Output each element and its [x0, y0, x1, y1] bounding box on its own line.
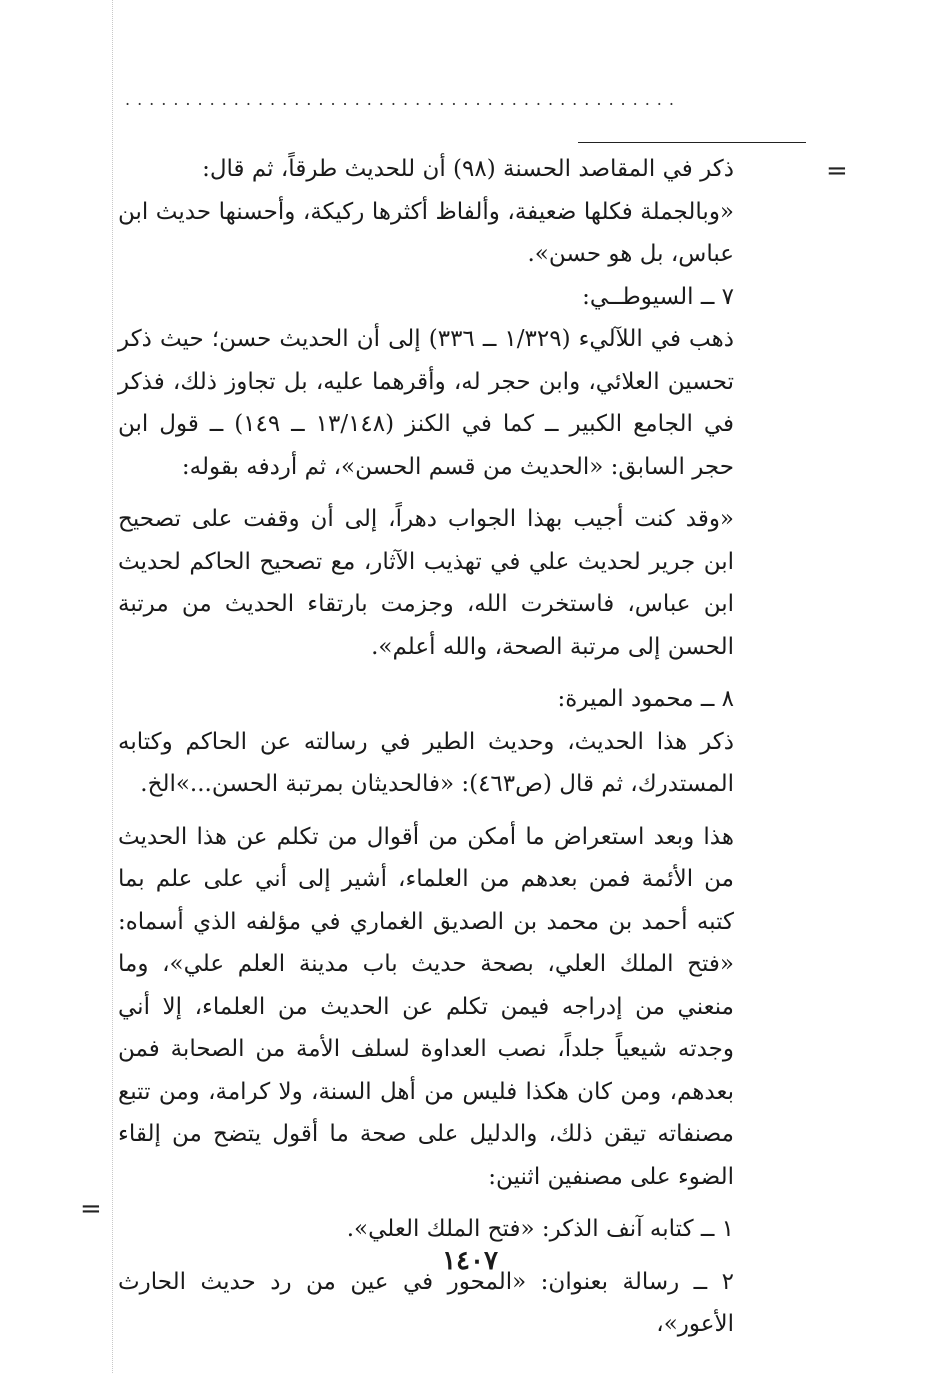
page-body [118, 148, 734, 1346]
heading-mahmoud-almira: ٨ ــ محمود الميرة: [557, 686, 734, 712]
page-number: ١٤٠٧ [442, 1246, 498, 1276]
paragraph-sakhawi-intro: ذكر في المقاصد الحسنة (٩٨) أن للحديث طرقاً، ثم قال: [202, 156, 734, 182]
continuation-mark-bottom: = [80, 1194, 102, 1224]
page-edge-dotted-line [112, 0, 113, 1373]
quote-suyuti: «وقد كنت أجيب بهذا الجواب دهراً، إلى أن وقفت على تصحيح ابن جرير لحديث علي في تهذيب الآثار، مع تصحيح الحاكم لحديث ابن عباس، فاستخرت الله، وجزمت بارتقاء الحديث من مرتبة الحسن إلى مرتبة الصحة، والله أعلم». [118, 506, 735, 660]
footnote-rule [578, 142, 806, 143]
paragraph-suyuti: ذهب في اللآليء (١/٣٢٩ ــ ٣٣٦) إلى أن الحديث حسن؛ حيث ذكر تحسين العلائي، وابن حجر له، وأقرهما عليه، بل تجاوز ذلك، فذكر في الجامع الكبير ــ كما في الكنز (١٣/١٤٨ ــ ١٤٩) ــ قول ابن حجر السابق: «الحديث من قسم الحسن»، ثم أردفه بقوله: [118, 326, 734, 480]
list-item-1: ١ ــ كتابه آنف الذكر: «فتح الملك العلي». [346, 1216, 734, 1242]
continuation-mark-top: = [826, 156, 848, 186]
quote-sakhawi: «وبالجملة فكلها ضعيفة، وألفاظ أكثرها ركيكة، وأحسنها حديث ابن عباس، بل هو حسن». [118, 198, 734, 267]
heading-suyuti: ٧ ــ السيوطــي: [582, 283, 734, 310]
paragraph-ghumari: هذا وبعد استعراض ما أمكن من أقوال من تكلم عن هذا الحديث من الأئمة فمن بعدهم من العلماء، أشير إلى أني على علم بما كتبه أحمد بن محمد بن الصديق الغماري في مؤلفه الذي أسماه: «فتح الملك العلي، بصحة حديث باب مدينة العلم علي»، وما منعني من إدراجه فيمن تكلم عن الحديث من العلماء، إلا أني وجدته شيعياً جلداً، نصب العداوة لسلف الأمة من الصحابة فمن بعدهم، ومن كان هكذا فليس من أهل السنة، ولا كرامة، ومن تتبع مصنفاته تيقن ذلك، والدليل على صحة ما أقول يتضح من إلقاء الضوء على مصنفين اثنين: [118, 823, 735, 1190]
list-item-2: ٢ ــ رسالة بعنوان: «المحور في عين من رد حديث الحارث الأعور»، [118, 1268, 734, 1337]
paragraph-mahmoud-almira: ذكر هذا الحديث، وحديث الطير في رسالته عن الحاكم وكتابه المستدرك، ثم قال (ص٤٦٣): «فالحديثان بمرتبة الحسن...»الخ. [118, 728, 734, 797]
dotted-separator: .............................................. [125, 90, 681, 109]
